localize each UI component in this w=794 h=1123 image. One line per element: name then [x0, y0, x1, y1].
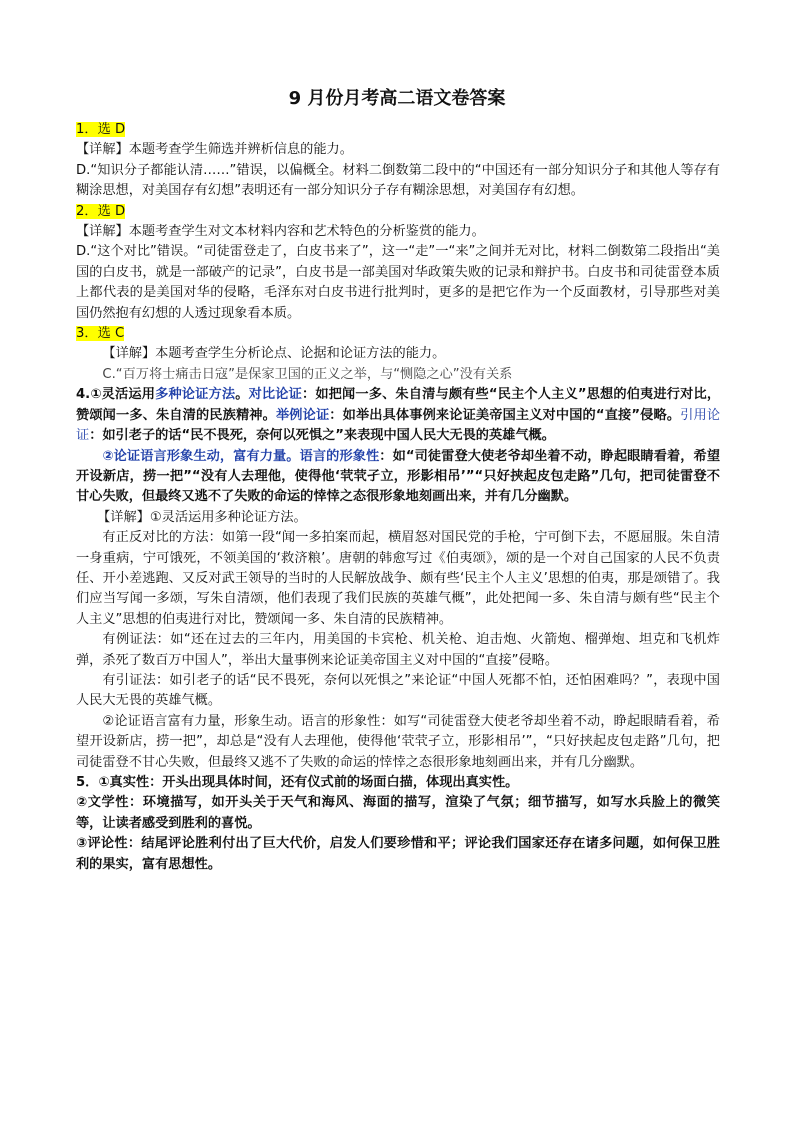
q4-p1-contrast-text: ：如把闻一多、朱自清与颇有些“民主个人主义”思想的伯夷进行对比，赞颂闻一多、朱自清的民族精神。 — [76, 387, 721, 423]
q4-p2-imagery: 语言的形象性 — [299, 448, 380, 464]
q1-detail: 【详解】本题考查学生筛选并辨析信息的能力。 — [76, 142, 353, 158]
q4-detail-quote: 有引证法：如引老子的话“民不畏死，奈何以死惧之”来论证“中国人死都不怕，还怕困难吗？”，表现中国人民大无畏的英雄气概。 — [76, 672, 720, 709]
q2-detail: 【详解】本题考查学生对文本材料内容和艺术特色的分析鉴赏的能力。 — [76, 224, 485, 240]
q4-detail-contrast: 有正反对比的方法：如第一段“闻一多拍案而起，横眉怒对国民党的手枪，宁可倒下去，不愿屈服。朱自清一身重病，宁可饿死，不领美国的‘救济粮’。唐朝的韩愈写过《伯夷颂》，颂的是一个对自己国家的人民不负责任、开小差逃跑、又反对武王领导的当时的人民解放战争、颇有些‘民主个人主义’思想的伯夷，那是颂错了。我们应当写闻一多颂，写朱自清颂，他们表现了我们民族的英雄气概”，此处把闻一多、朱自清与颇有些“民主个人主义”思想的伯夷进行对比，赞颂闻一多、朱自清的民族精神。 — [76, 530, 720, 627]
q2-answer — [76, 202, 720, 222]
q3-answer-label: 3．选 C — [76, 326, 125, 342]
page-title: 9 月份月考高二语文卷答案 — [288, 88, 506, 109]
q1-explanation: D.“知识分子都能认清……”错误，以偏概全。材料二倒数第二段中的“中国还有一部分知识分子和其他人等存有糊涂思想，对美国存有幻想”表明还有一部分知识分子存有糊涂思想，对美国存有幻想。 — [76, 162, 720, 199]
q5-point-3: ③评论性：结尾评论胜利付出了巨大代价，启发人们要珍惜和平；评论我们国家还存在诸多问题，如何保卫胜利的果实，富有思想性。 — [76, 836, 720, 872]
q3-explanation: C.“百万将士痛击日寇”是保家卫国的正义之举，与“恻隐之心”没有关系 — [102, 366, 513, 382]
q1-answer-label: 1．选 D — [76, 122, 126, 137]
answer-content — [76, 120, 720, 875]
q5-point-2: ②文学性：环境描写，如开头关于天气和海风、海面的描写，渲染了气氛；细节描写，如写水兵脸上的微笑等，让读者感受到胜利的喜悦。 — [76, 795, 720, 831]
q4-point-1 — [76, 385, 720, 446]
q5-point-1: 5．①真实性：开头出现具体时间，还有仪式前的场面白描，体现出真实性。 — [76, 775, 519, 790]
q3-answer — [76, 324, 720, 344]
q4-p1-example-text: ：如举出具体事例来论证美帝国主义对中国的“直接”侵略。 — [329, 407, 681, 423]
q4-p2-text: ：如“司徒雷登大使老爷却坐着不动，睁起眼睛看着，希望开设新店，捞一把”“没有人去理他，使得他‘茕茕孑立，形影相吊’”“只好挟起皮包走路”几句，把司徒雷登不甘心失败，但最终又逃不了失败的命运的悻悻之态很形象地刻画出来，并有几分幽默。 — [76, 448, 721, 505]
q4-detail: 【详解】①灵活运用多种论证方法。 — [97, 509, 307, 525]
q2-explanation: D.“这个对比”错误。“司徒雷登走了，白皮书来了”，这一“走”一“来”之间并无对比，材料二倒数第二段指出“美国的白皮书，就是一部破产的记录”，白皮书是一部美国对华政策失败的记录和辩护书。白皮书和司徒雷登本质上都代表的是美国对华的侵略，毛泽东对白皮书进行批判时，更多的是把它作为一个反面教材，引导那些对美国仍然抱有幻想的人透过现象看本质。 — [76, 244, 720, 321]
q4-p1-quote: 引用论证 — [76, 407, 721, 444]
q4-p1-stop: 。 — [235, 387, 249, 403]
q4-point-2 — [76, 447, 720, 508]
q2-answer-label: 2．选 D — [76, 203, 126, 219]
q4-detail-example: 有例证法：如“还在过去的三年内，用美国的卡宾枪、机关枪、迫击炮、火箭炮、榴弹炮、坦克和飞机炸弹，杀死了数百万中国人”，举出大量事例来论证美帝国主义对中国的“直接”侵略。 — [76, 632, 720, 668]
q1-answer — [76, 120, 720, 140]
q4-p1-lead: 4.①灵活运用 — [76, 387, 156, 403]
q4-p1-contrast: 对比论证 — [248, 387, 302, 403]
q4-p1-example: 举例论证 — [275, 407, 330, 423]
q4-detail-language: ②论证语言富有力量，形象生动。语言的形象性：如写“司徒雷登大使老爷却坐着不动，睁起眼睛看着，希望开设新店，捞一把”，却总是“没有人去理他，使得他‘茕茕孑立，形影相吊’”，“只好挟起皮包走路”几句，把司徒雷登不甘心失败，但最终又逃不了失败的命运的悻悻之态很形象地刻画出来，并有几分幽默。 — [76, 713, 720, 770]
q4-p2-lead: ②论证语言形象生动，富有力量。 — [102, 448, 300, 464]
q4-p1-quote-text: ：如引老子的话“民不畏死，奈何以死惧之”来表现中国人民大无畏的英雄气概。 — [89, 428, 555, 444]
q4-p1-methods: 多种论证方法 — [155, 387, 236, 403]
q3-detail: 【详解】本题考查学生分析论点、论据和论证方法的能力。 — [102, 346, 446, 362]
